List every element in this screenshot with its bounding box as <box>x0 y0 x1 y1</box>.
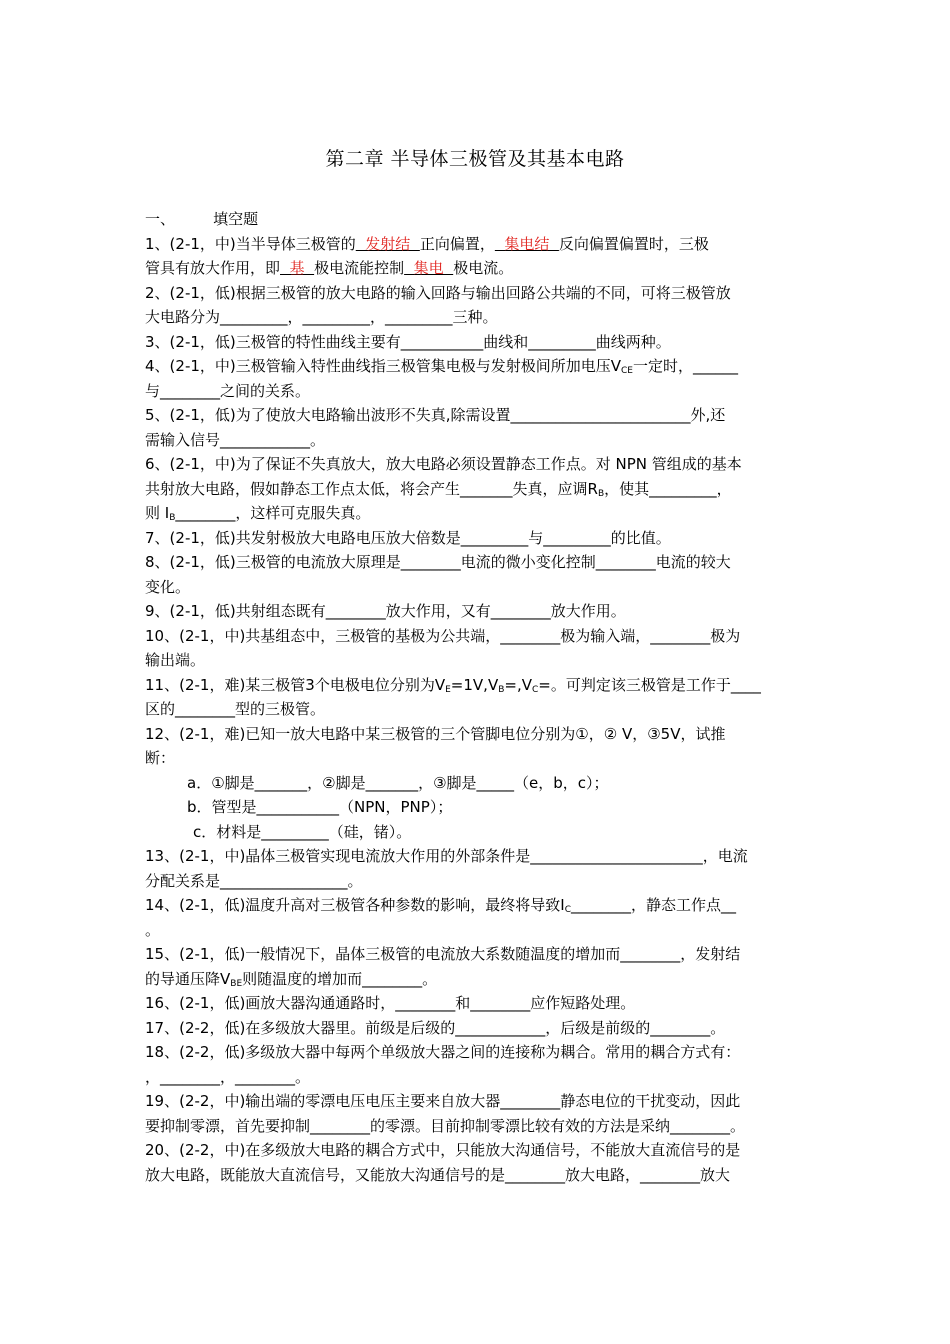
question-18-line-2: ，________，________。 <box>145 1067 311 1086</box>
answer-emitter-junction: 发射结 <box>355 234 420 253</box>
chapter-title: 第二章 半导体三极管及其基本电路 <box>325 148 625 170</box>
question-15-line-2: 的导通压降$V_{BE}$则随温度的增加而________。 <box>145 969 438 989</box>
question-16: 16、(2-1，低)画放大器沟通通路时，________和________应作短路处理。 <box>145 994 636 1012</box>
question-11-line-1: 11、(2-1，难)某三极管3个电极电位分别为$V_E=1V,V_B=,V_C=$。可判定该三极管是工作于____ <box>145 675 761 695</box>
question-13-line-1: 13、(2-1，中)晶体三极管实现电流放大作用的外部条件是_______________________，电流 <box>145 847 748 865</box>
question-1-line-1: 1、(2-1，中)当半导体三极管的 发射结 正向偏置， 集电结 反向偏置偏置时，三极 <box>145 234 709 253</box>
question-6-line-2: 共射放大电路，假如静态工作点太低，将会产生_______失真，应调$R_B$，使其_________， <box>145 479 732 499</box>
question-10-line-1: 10、(2-1，中)共基组态中，三极管的基极为公共端，________极为输入端，________极为 <box>145 626 741 645</box>
question-12-line-2: 断： <box>145 749 176 767</box>
question-8-line-2: 变化。 <box>145 577 191 596</box>
question-12-part-b: b．管型是___________（NPN，PNP）； <box>187 798 453 816</box>
question-3: 3、(2-1，低)三极管的特性曲线主要有___________曲线和_________曲线两种。 <box>145 332 671 351</box>
question-7: 7、(2-1，低)共发射极放大电路电压放大倍数是_________与_________的比值。 <box>145 528 671 547</box>
answer-collector: 集电 <box>404 259 454 277</box>
question-20-line-1: 20、(2-2，中)在多级放大电路的耦合方式中，只能放大沟通信号，不能放大直流信号的是 <box>145 1141 741 1159</box>
question-5-line-1: 5、(2-1，低)为了使放大电路输出波形不失真,除需设置________________________外,还 <box>145 406 726 424</box>
question-5-line-2: 需输入信号____________。 <box>145 430 326 449</box>
question-1-line-2: 管具有放大作用，即 基 极电流能控制 集电 极电流。 <box>145 259 514 277</box>
question-2-line-1: 2、(2-1，低)根据三极管的放大电路的输入回路与输出回路公共端的不同，可将三极管放 <box>145 283 731 302</box>
question-17: 17、(2-2，低)在多级放大器里。前级是后级的____________，后级是前级的________。 <box>145 1018 726 1037</box>
question-4-line-1: 4、(2-1，中)三极管输入特性曲线指三极管集电极与发射极间所加电压$V_{CE}$一定时，______ <box>145 357 739 376</box>
question-15-line-1: 15、(2-1，低)一般情况下，晶体三极管的电流放大系数随温度的增加而________，发射结 <box>145 945 741 963</box>
question-19-line-1: 19、(2-2，中)输出端的零漂电压电压主要来自放大器________静态电位的干扰变动，因此 <box>145 1092 741 1110</box>
question-12-line-1: 12、(2-1，难)已知一放大电路中某三极管的三个管脚电位分别为①，② V，③5V，试推 <box>145 724 726 743</box>
question-14-line-1: 14、(2-1，低)温度升高对三极管各种参数的影响，最终将导致$I_C\_\_\_\_\_\_\_\_$，静态工作点__ <box>145 896 737 915</box>
question-9: 9、(2-1，低)共射组态既有________放大作用，又有________放大作用。 <box>145 602 626 620</box>
question-10-line-2: 输出端。 <box>145 651 206 669</box>
answer-collector-junction: 集电结 <box>494 234 559 253</box>
question-6-line-3: 则 $I_B\_\_\_\_\_\_\_\_$，这样可克服失真。 <box>145 504 371 523</box>
question-2-line-2: 大电路分为_________，_________，_________三种。 <box>145 308 498 326</box>
question-8-line-1: 8、(2-1，低)三极管的电流放大原理是________电流的微小变化控制________电流的较大 <box>145 553 731 571</box>
question-14-line-2: 。 <box>145 920 161 939</box>
question-18-line-1: 18、(2-2，低)多级放大器中每两个单级放大器之间的连接称为耦合。常用的耦合方式有： <box>145 1043 741 1061</box>
question-4-line-2: 与________之间的关系。 <box>145 381 311 400</box>
question-list <box>145 207 808 1187</box>
question-12-part-a: a．①脚是_______，②脚是_______，③脚是_____（e，b，c）； <box>187 773 609 792</box>
question-20-line-2: 放大电路，既能放大直流信号，又能放大沟通信号的是________放大电路，________放大 <box>145 1165 731 1184</box>
section-heading: 一、 填空题 <box>145 210 259 228</box>
question-13-line-2: 分配关系是_________________。 <box>145 871 363 890</box>
question-11-line-2: 区的________型的三极管。 <box>145 700 326 718</box>
question-12-part-c: c．材料是_________（硅，锗）。 <box>193 822 412 841</box>
question-19-line-2: 要抑制零漂，首先要抑制________的零漂。目前抑制零漂比较有效的方法是采纳________。 <box>145 1116 746 1135</box>
answer-base: 基 <box>280 259 315 277</box>
question-6-line-1: 6、(2-1，中)为了保证不失真放大，放大电路必须设置静态工作点。对 NPN 管组成的基本 <box>145 455 742 473</box>
